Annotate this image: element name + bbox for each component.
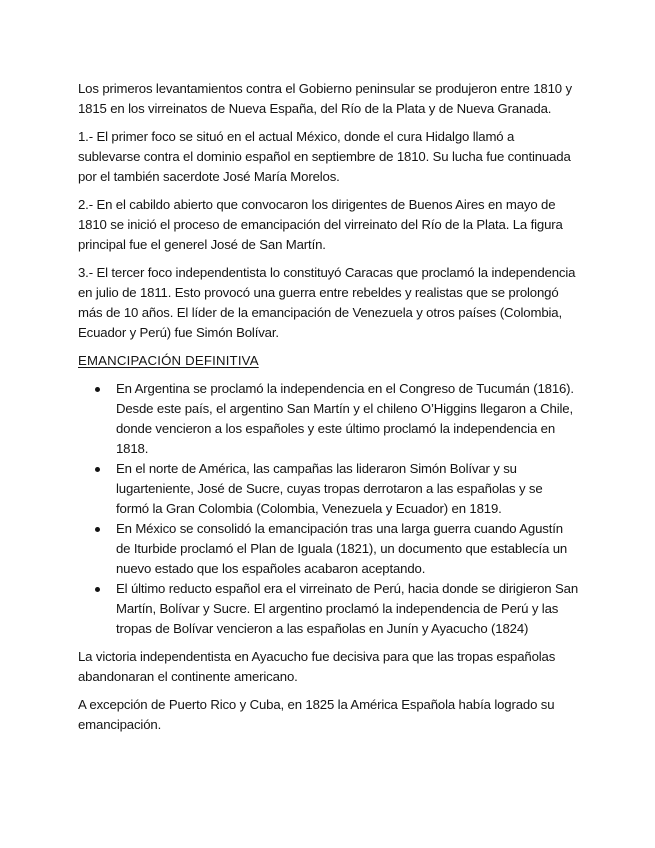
document-page xyxy=(78,79,578,743)
list-item-text: En el norte de América, las campañas las lideraron Simón Bolívar y su lugarteniente, José de Sucre, cuyas tropas derrotaron a las españolas y se formó la Gran Colombia (Colombia, Venezuela y Ecuador) en 1819. xyxy=(116,461,543,516)
bullet-icon xyxy=(95,527,100,532)
bullet-list xyxy=(78,379,578,639)
focus-2-paragraph: 2.- En el cabildo abierto que convocaron los dirigentes de Buenos Aires en mayo de 1810 se inició el proceso de emancipación del virreinato del Río de la Plata. La figura principal fue el generel José de San Martín. xyxy=(78,197,563,252)
bullet-icon xyxy=(95,387,100,392)
list-item xyxy=(78,459,578,519)
final-paragraph: A excepción de Puerto Rico y Cuba, en 1825 la América Española había logrado su emancipación. xyxy=(78,697,555,732)
list-item-text: El último reducto español era el virreinato de Perú, hacia donde se dirigieron San Martín, Bolívar y Sucre. El argentino proclamó la independencia de Perú y las tropas de Bolívar vencieron a las españolas en Junín y Ayacucho (1824) xyxy=(116,581,578,636)
section-heading: EMANCIPACIÓN DEFINITIVA xyxy=(78,353,259,368)
bullet-icon xyxy=(95,467,100,472)
list-item xyxy=(78,379,578,459)
intro-paragraph: Los primeros levantamientos contra el Gobierno peninsular se produjeron entre 1810 y 1815 en los virreinatos de Nueva España, del Río de la Plata y de Nueva Granada. xyxy=(78,81,572,116)
list-item-text: En Argentina se proclamó la independencia en el Congreso de Tucumán (1816). Desde este país, el argentino San Martín y el chileno O’Higgins llegaron a Chile, donde vencieron a los españoles y este último proclamó la independencia en 1818. xyxy=(116,381,574,456)
focus-3-paragraph: 3.- El tercer foco independentista lo constituyó Caracas que proclamó la independencia en julio de 1811. Esto provocó una guerra entre rebeldes y realistas que se prolongó más de 10 años. El líder de la emancipación de Venezuela y otros países (Colombia, Ecuador y Perú) fue Simón Bolívar. xyxy=(78,265,576,340)
focus-1-paragraph: 1.- El primer foco se situó en el actual México, donde el cura Hidalgo llamó a sublevarse contra el dominio español en septiembre de 1810. Su lucha fue continuada por el también sacerdote José María Morelos. xyxy=(78,129,571,184)
list-item-text: En México se consolidó la emancipación tras una larga guerra cuando Agustín de Iturbide proclamó el Plan de Iguala (1821), un documento que establecía un nuevo estado que los españoles acabaron aceptando. xyxy=(116,521,568,576)
conclusion-paragraph: La victoria independentista en Ayacucho fue decisiva para que las tropas españolas abandonaran el continente americano. xyxy=(78,649,556,684)
bullet-icon xyxy=(95,587,100,592)
list-item xyxy=(78,579,578,639)
list-item xyxy=(78,519,578,579)
